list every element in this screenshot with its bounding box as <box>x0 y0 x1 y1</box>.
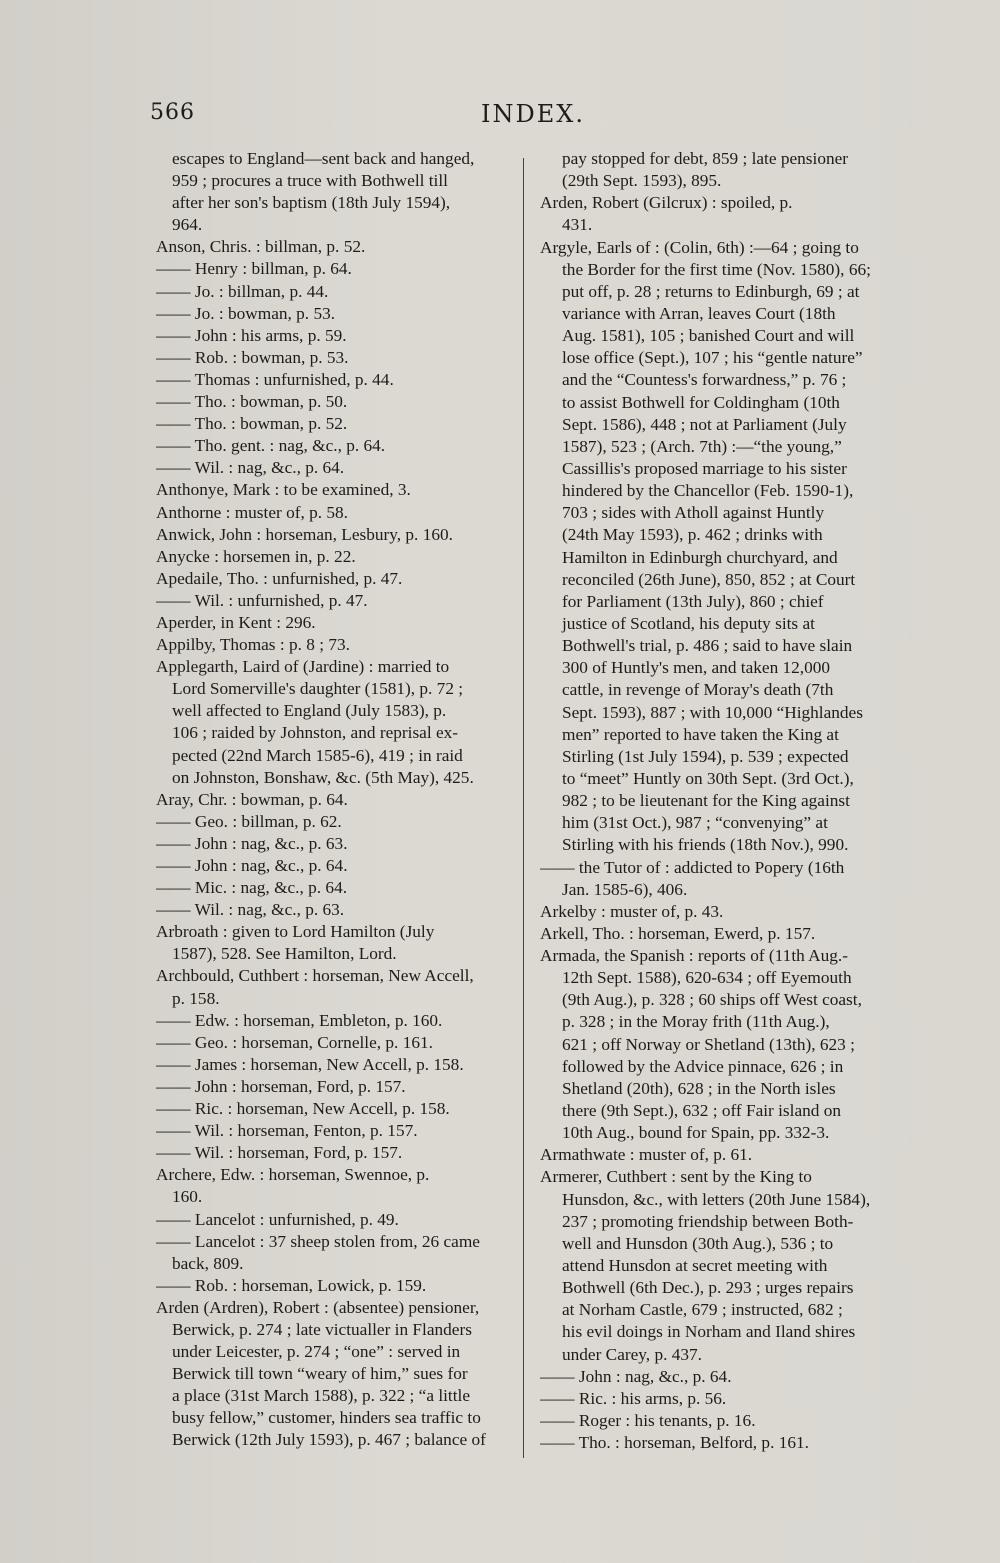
index-line: Applegarth, Laird of (Jardine) : married to <box>156 657 450 677</box>
index-line: Sept. 1593), 887 ; with 10,000 “Highlandes <box>562 702 863 722</box>
index-line: lose office (Sept.), 107 ; his “gentle nature” <box>562 348 863 368</box>
index-line: p. 158. <box>172 988 220 1008</box>
index-line: Armada, the Spanish : reports of (11th Aug.- <box>540 946 848 966</box>
index-line: Anwick, John : horseman, Lesbury, p. 160. <box>156 524 453 544</box>
index-line: —— John : nag, &c., p. 64. <box>540 1366 732 1386</box>
index-line: Bothwell's trial, p. 486 ; said to have slain <box>562 636 853 656</box>
index-line: attend Hunsdon at secret meeting with <box>562 1256 828 1276</box>
index-line: busy fellow,” customer, hinders sea traffic to <box>172 1408 481 1428</box>
index-line: Anson, Chris. : billman, p. 52. <box>156 237 366 257</box>
index-line: 237 ; promoting friendship between Both- <box>562 1211 854 1231</box>
left-column <box>156 148 508 1452</box>
index-line: Archbould, Cuthbert : horseman, New Accell, <box>156 966 474 986</box>
index-line: pay stopped for debt, 859 ; late pensioner <box>562 149 849 168</box>
index-line: —— Tho. : bowman, p. 52. <box>156 414 348 434</box>
index-line: Jan. 1585-6), 406. <box>562 879 688 899</box>
index-line: Aray, Chr. : bowman, p. 64. <box>156 789 348 809</box>
index-line: under Leicester, p. 274 ; “one” : served in <box>172 1342 461 1362</box>
index-line: Sept. 1586), 448 ; not at Parliament (July <box>562 414 847 434</box>
index-line: Archere, Edw. : horseman, Swennoe, p. <box>156 1165 430 1185</box>
index-line: Shetland (20th), 628 ; in the North isles <box>562 1078 836 1098</box>
index-line: —— Wil. : nag, &c., p. 63. <box>156 900 345 920</box>
index-line: Bothwell (6th Dec.), p. 293 ; urges repairs <box>562 1278 854 1298</box>
index-line: —— Thomas : unfurnished, p. 44. <box>156 369 394 389</box>
index-line: Appilby, Thomas : p. 8 ; 73. <box>156 635 350 655</box>
index-line: to “meet” Huntly on 30th Sept. (3rd Oct.), <box>562 768 854 788</box>
index-line: —— John : horseman, Ford, p. 157. <box>156 1076 406 1096</box>
index-line: Anthorne : muster of, p. 58. <box>156 502 348 522</box>
index-line: the Border for the first time (Nov. 1580), 66; <box>562 259 871 279</box>
index-line: Armathwate : muster of, p. 61. <box>540 1145 753 1165</box>
index-line: 1587), 528. See Hamilton, Lord. <box>172 944 397 964</box>
index-line: (24th May 1593), p. 462 ; drinks with <box>562 525 823 545</box>
index-line: 964. <box>172 215 203 235</box>
index-line: 431. <box>562 215 593 235</box>
index-line: —— James : horseman, New Accell, p. 158. <box>156 1054 464 1074</box>
index-line: well affected to England (July 1583), p. <box>172 701 447 721</box>
index-line: (9th Aug.), p. 328 ; 60 ships off West coast, <box>562 990 862 1010</box>
index-line: —— John : nag, &c., p. 64. <box>156 856 348 875</box>
index-line: —— Tho. gent. : nag, &c., p. 64. <box>156 436 386 456</box>
running-head: INDEX. <box>481 100 585 128</box>
index-line: —— Tho. : bowman, p. 50. <box>156 392 348 412</box>
index-line: there (9th Sept.), 632 ; off Fair island on <box>562 1101 842 1121</box>
index-line: men” reported to have taken the King at <box>562 724 839 744</box>
index-line: Lord Somerville's daughter (1581), p. 72 ; <box>172 679 464 699</box>
index-line: —— Wil. : horseman, Ford, p. 157. <box>156 1143 403 1163</box>
index-line: —— Wil. : horseman, Fenton, p. 157. <box>156 1121 418 1141</box>
index-line: well and Hunsdon (30th Aug.), 536 ; to <box>562 1233 834 1253</box>
index-line: 10th Aug., bound for Spain, pp. 332-3. <box>562 1123 830 1143</box>
index-line: 703 ; sides with Atholl against Huntly <box>562 503 825 523</box>
index-line: followed by the Advice pinnace, 626 ; in <box>562 1056 844 1076</box>
index-line: Hamilton in Edinburgh churchyard, and <box>562 547 838 567</box>
index-line: at Norham Castle, 679 ; instructed, 682 ; <box>562 1300 843 1320</box>
index-line: cattle, in revenge of Moray's death (7th <box>562 680 834 700</box>
index-line: —— Jo. : bowman, p. 53. <box>156 303 336 323</box>
index-line: 300 of Huntly's men, and taken 12,000 <box>562 658 831 678</box>
index-line: —— John : nag, &c., p. 63. <box>156 833 348 853</box>
index-line: hindered by the Chancellor (Feb. 1590-1), <box>562 481 854 501</box>
index-line: —— Tho. : horseman, Belford, p. 161. <box>540 1433 809 1453</box>
index-line: —— Ric. : horseman, New Accell, p. 158. <box>156 1099 450 1119</box>
index-line: p. 328 ; in the Moray frith (11th Aug.), <box>562 1012 830 1032</box>
index-line: a place (31st March 1588), p. 322 ; “a little <box>172 1386 471 1406</box>
index-line: put off, p. 28 ; returns to Edinburgh, 69 ; at <box>562 281 860 301</box>
index-line: —— Mic. : nag, &c., p. 64. <box>156 878 348 898</box>
index-line: Stirling with his friends (18th Nov.), 990. <box>562 835 849 855</box>
index-line: him (31st Oct.), 987 ; “convenying” at <box>562 813 828 833</box>
index-line: his evil doings in Norham and Iland shires <box>562 1322 856 1342</box>
index-line: Anthonye, Mark : to be examined, 3. <box>156 480 411 500</box>
index-line: —— the Tutor of : addicted to Popery (16th <box>540 857 845 877</box>
index-line: pected (22nd March 1585-6), 419 ; in raid <box>172 745 463 765</box>
index-line: —— Henry : billman, p. 64. <box>156 259 352 279</box>
index-line: —— Rob. : bowman, p. 53. <box>156 347 349 367</box>
index-line: —— Edw. : horseman, Embleton, p. 160. <box>156 1010 443 1030</box>
index-line: variance with Arran, leaves Court (18th <box>562 303 836 323</box>
index-line: justice of Scotland, his deputy sits at <box>562 613 815 633</box>
index-line: back, 809. <box>172 1253 244 1273</box>
index-line: Arkelby : muster of, p. 43. <box>540 901 724 921</box>
index-line: reconciled (26th June), 850, 852 ; at Court <box>562 569 856 589</box>
index-line: —— Lancelot : 37 sheep stolen from, 26 came <box>156 1231 480 1251</box>
index-line: Aperder, in Kent : 296. <box>156 612 316 632</box>
index-line: for Parliament (13th July), 860 ; chief <box>562 591 824 611</box>
index-line: —— Geo. : billman, p. 62. <box>156 811 342 831</box>
index-line: Aug. 1581), 105 ; banished Court and will <box>562 326 855 346</box>
index-line: and the “Countess's forwardness,” p. 76 ; <box>562 370 847 390</box>
index-line: Argyle, Earls of : (Colin, 6th) :—64 ; going to <box>540 237 859 257</box>
index-line: after her son's baptism (18th July 1594), <box>172 193 451 213</box>
index-line: 106 ; raided by Johnston, and reprisal ex- <box>172 723 459 743</box>
index-line: —— Wil. : nag, &c., p. 64. <box>156 458 345 478</box>
index-line: —— John : his arms, p. 59. <box>156 325 347 345</box>
index-line: Hunsdon, &c., with letters (20th June 1584), <box>562 1189 871 1209</box>
index-line: Arbroath : given to Lord Hamilton (July <box>156 922 435 942</box>
index-line: —— Roger : his tenants, p. 16. <box>540 1411 756 1431</box>
index-line: to assist Bothwell for Coldingham (10th <box>562 392 840 412</box>
index-line: Arkell, Tho. : horseman, Ewerd, p. 157. <box>540 923 816 943</box>
index-line: Arden (Ardren), Robert : (absentee) pensioner, <box>156 1297 480 1317</box>
index-line: Stirling (1st July 1594), p. 539 ; expected <box>562 746 849 766</box>
index-line: —— Rob. : horseman, Lowick, p. 159. <box>156 1275 427 1295</box>
index-line: 160. <box>172 1187 203 1207</box>
index-line: Berwick (12th July 1593), p. 467 ; balance of <box>172 1430 486 1450</box>
index-line: escapes to England—sent back and hanged, <box>172 149 475 168</box>
index-line: Anycke : horsemen in, p. 22. <box>156 546 356 566</box>
index-line: (29th Sept. 1593), 895. <box>562 171 722 191</box>
column-divider <box>523 158 524 1458</box>
right-column <box>540 148 902 1454</box>
index-line: 982 ; to be lieutenant for the King against <box>562 791 850 811</box>
index-line: 12th Sept. 1588), 620-634 ; off Eyemouth <box>562 968 852 988</box>
index-line: —— Wil. : unfurnished, p. 47. <box>156 590 368 610</box>
index-line: Apedaile, Tho. : unfurnished, p. 47. <box>156 568 403 588</box>
index-line: under Carey, p. 437. <box>562 1344 702 1364</box>
index-line: Cassillis's proposed marriage to his sister <box>562 458 847 478</box>
index-line: Berwick till town “weary of him,” sues for <box>172 1364 468 1384</box>
index-line: on Johnston, Bonshaw, &c. (5th May), 425. <box>172 767 474 787</box>
index-line: 959 ; procures a truce with Bothwell till <box>172 171 448 191</box>
index-line: Armerer, Cuthbert : sent by the King to <box>540 1167 812 1187</box>
index-line: Arden, Robert (Gilcrux) : spoiled, p. <box>540 193 793 213</box>
page-number: 566 <box>150 100 195 125</box>
index-line: —— Lancelot : unfurnished, p. 49. <box>156 1209 399 1229</box>
index-line: —— Geo. : horseman, Cornelle, p. 161. <box>156 1032 433 1052</box>
index-line: 1587), 523 ; (Arch. 7th) :—“the young,” <box>562 436 842 456</box>
index-line: —— Ric. : his arms, p. 56. <box>540 1388 727 1408</box>
index-line: 621 ; off Norway or Shetland (13th), 623 ; <box>562 1034 855 1054</box>
index-line: Berwick, p. 274 ; late victualler in Flanders <box>172 1319 472 1339</box>
index-line: —— Jo. : billman, p. 44. <box>156 281 329 301</box>
